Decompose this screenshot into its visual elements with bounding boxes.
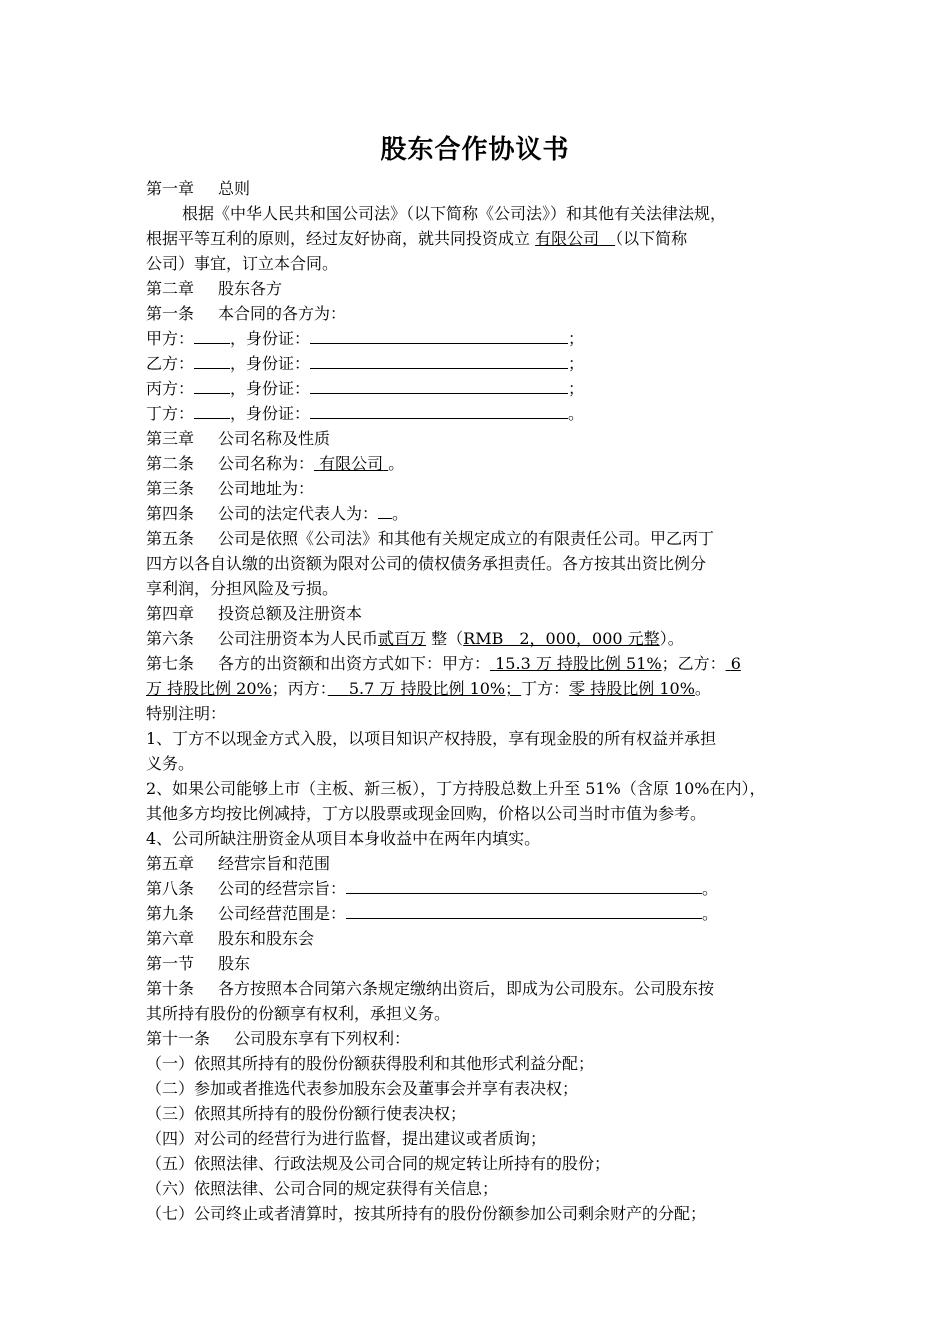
name-blank (194, 376, 230, 394)
article-line: 第二条 公司名称为： 有限公司 。 (146, 454, 405, 473)
list-item: （一）依照其所持有的股份份额获得股利和其他形式利益分配； (146, 1054, 595, 1073)
party-line-yi: 乙方： ，身份证： ； (146, 351, 812, 376)
share-yi: 6 (730, 654, 741, 673)
paragraph-line: 根据平等互利的原则，经过友好协商，就共同投资成立 有限公司 （以下简称 (146, 229, 688, 248)
purpose-blank (346, 876, 702, 894)
note-line: 义务。 (146, 754, 195, 773)
article-line: 第八条 公司的经营宗旨： 。 (146, 876, 812, 901)
party-line-jia: 甲方： ，身份证： ； (146, 326, 812, 351)
article-line: 第四条 公司的法定代表人为： 。 (146, 501, 812, 526)
document-body (146, 176, 812, 1226)
share-jia: 15.3 万 持股比例 51% (495, 654, 662, 673)
article-line: 第十条 各方按照本合同第六条规定缴纳出资后，即成为公司股东。公司股东按 (146, 979, 715, 998)
chapter-heading (146, 176, 812, 201)
company-name-blank: 有限公司 (535, 229, 600, 248)
chapter-number: 第一章 (146, 179, 195, 198)
note-heading: 特别注明： (146, 704, 227, 723)
list-item: （三）依照其所持有的股份份额行使表决权； (146, 1104, 467, 1123)
name-blank (194, 326, 230, 344)
capital-amount: 贰百万 (378, 629, 427, 648)
paragraph-line: 四方以各自认缴的出资额为限对公司的债权债务承担责任。各方按其出资比例分 (146, 554, 707, 573)
article-line: 第一条 本合同的各方为： (146, 304, 347, 323)
article-line: 第六条 公司注册资本为人民币贰百万 整（RMB 2，000，000 元整）。 (146, 629, 684, 648)
note-line: 1、丁方不以现金方式入股，以项目知识产权持股，享有现金股的所有权益并承担 (146, 729, 717, 748)
paragraph-line: 公司）事宜，订立本合同。 (146, 254, 339, 273)
list-item: （五）依照法律、行政法规及公司合同的规定转让所持有的股份； (146, 1154, 611, 1173)
note-line: 4、公司所缺注册资金从项目本身收益中在两年内填实。 (146, 829, 541, 848)
party-line-bing: 丙方： ，身份证： ； (146, 376, 812, 401)
id-number-blank (310, 401, 568, 419)
paragraph-line: 万 持股比例 20%；丙方： 5.7 万 持股比例 10%；丁方：零 持股比例 10%。 (146, 679, 711, 698)
note-line: 其他多方均按比例减持，丁方以股票或现金回购，价格以公司当时市值为参考。 (146, 804, 707, 823)
section-heading: 第一节 股东 (146, 954, 251, 973)
id-number-blank (310, 376, 568, 394)
list-item: （四）对公司的经营行为进行监督，提出建议或者质询； (146, 1129, 547, 1148)
paragraph-line: 根据《中华人民共和国公司法》（以下简称《公司法》）和其他有关法律法规， (182, 204, 727, 223)
name-blank (194, 351, 230, 369)
chapter-heading: 第四章 投资总额及注册资本 (146, 604, 363, 623)
party-line-ding: 丁方： ，身份证： 。 (146, 401, 812, 426)
chapter-heading: 第三章 公司名称及性质 (146, 429, 331, 448)
article-line: 第五条 公司是依照《公司法》和其他有关规定成立的有限责任公司。甲乙丙丁 (146, 529, 715, 548)
capital-rmb: RMB 2，000，000 元整 (463, 629, 660, 648)
chapter-heading: 第二章 股东各方 (146, 279, 283, 298)
list-item: （七）公司终止或者清算时，按其所持有的股份份额参加公司剩余财产的分配； (146, 1204, 707, 1223)
name-blank (194, 401, 230, 419)
article-line: 第三条 公司地址为： (146, 479, 315, 498)
chapter-heading: 第六章 股东和股东会 (146, 929, 315, 948)
document-title: 股东合作协议书 (380, 135, 570, 165)
chapter-heading: 第五章 经营宗旨和范围 (146, 854, 331, 873)
scope-blank (346, 901, 702, 919)
article-line: 第十一条 公司股东享有下列权利： (146, 1029, 411, 1048)
company-name-blank: 有限公司 (319, 454, 384, 473)
article-line: 第七条 各方的出资额和出资方式如下：甲方： 15.3 万 持股比例 51%；乙方： 6 (146, 654, 741, 673)
paragraph-line: 其所持有股份的份额享有权利，承担义务。 (146, 1004, 451, 1023)
article-line: 第九条 公司经营范围是： 。 (146, 901, 812, 926)
list-item: （六）依照法律、公司合同的规定获得有关信息； (146, 1179, 499, 1198)
paragraph-line: 享利润，分担风险及亏损。 (146, 579, 339, 598)
note-line: 2、如果公司能够上市（主板、新三板），丁方持股总数上升至 51%（含原 10%在内）， (146, 779, 766, 798)
id-number-blank (310, 326, 568, 344)
share-ding: 零 持股比例 10% (569, 679, 695, 698)
list-item: （二）参加或者推选代表参加股东会及董事会并享有表决权； (146, 1079, 579, 1098)
id-number-blank (310, 351, 568, 369)
share-bing: 5.7 万 持股比例 10%； (348, 679, 522, 698)
chapter-title: 总则 (218, 179, 251, 198)
representative-blank (378, 501, 392, 519)
